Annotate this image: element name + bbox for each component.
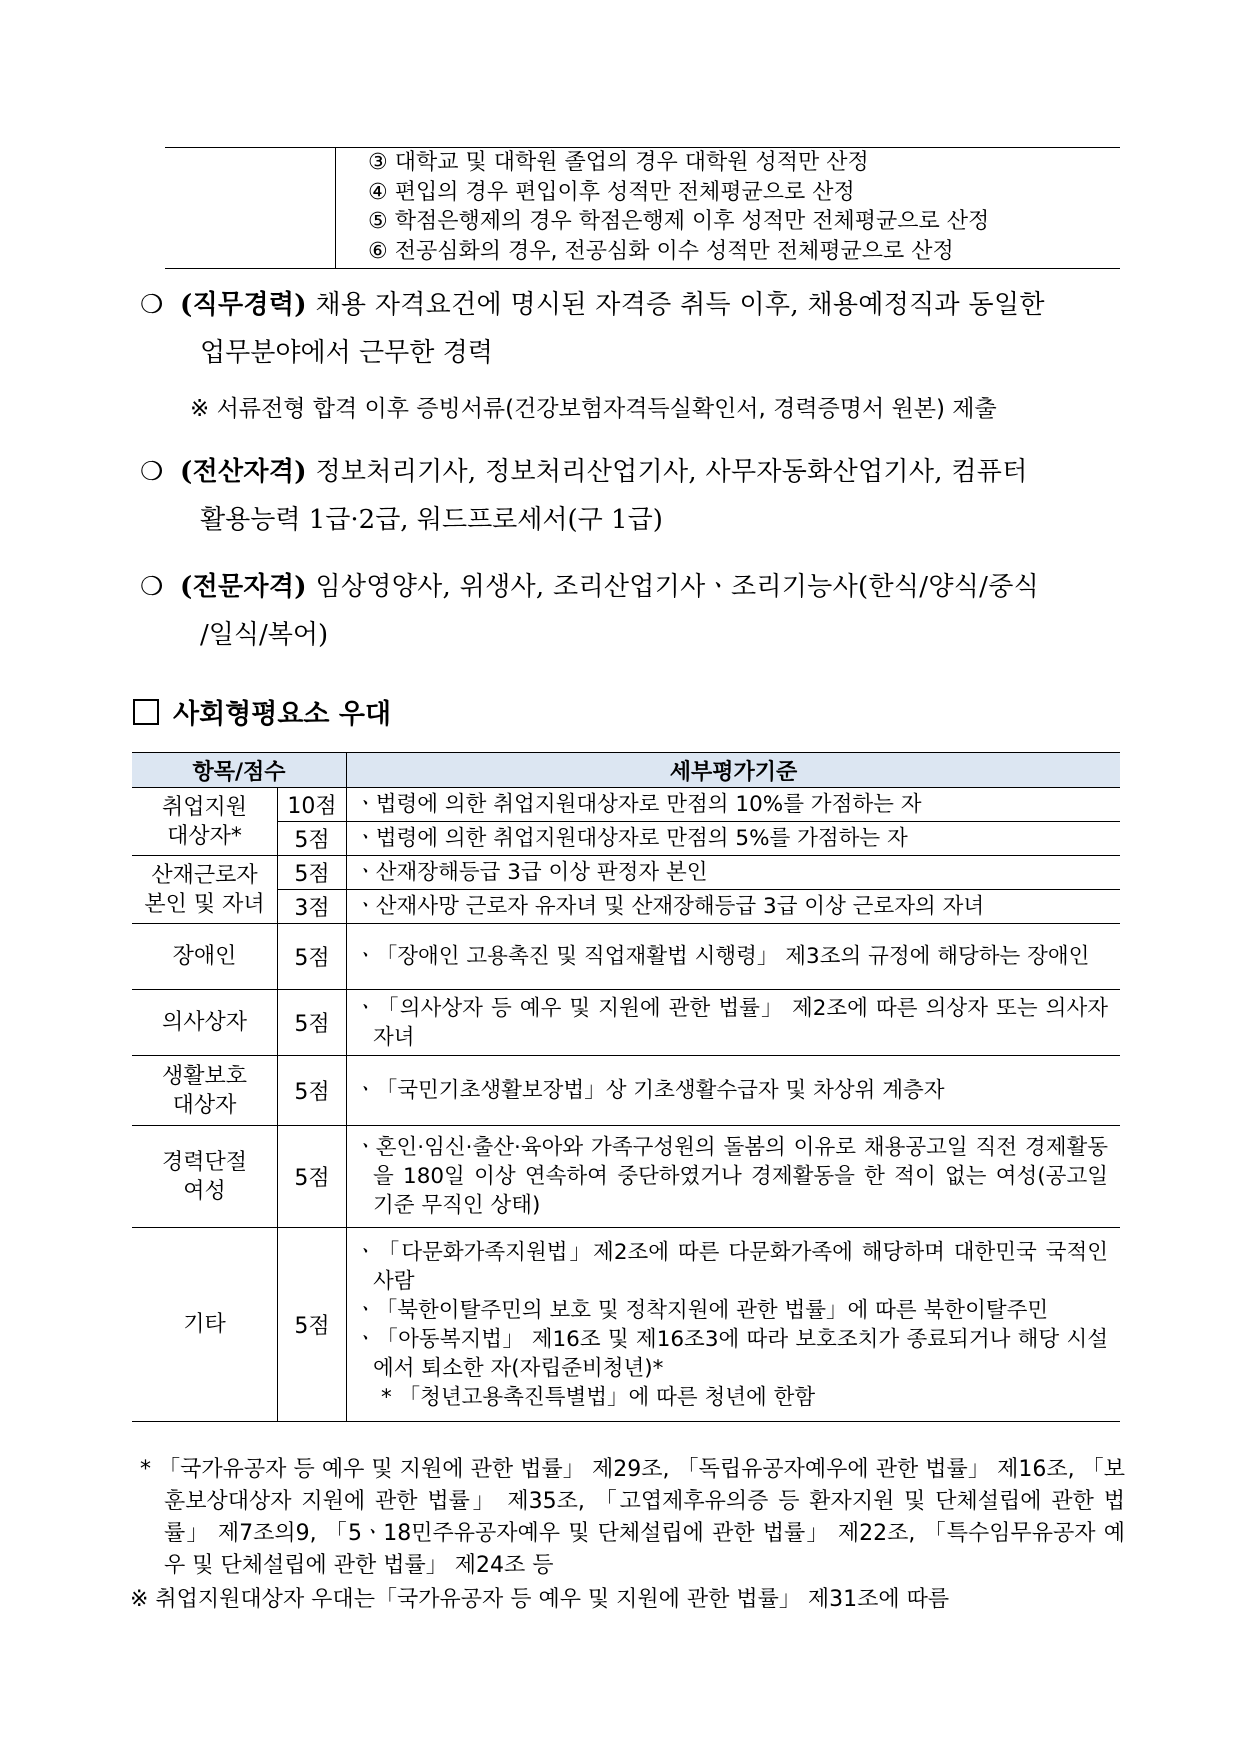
section-text-continued: 업무분야에서 근무한 경력 <box>200 338 493 368</box>
score-cell: 3점 <box>278 890 347 924</box>
score-cell: 5점 <box>278 1228 347 1422</box>
section-text: 채용 자격요건에 명시된 자격증 취득 이후, 채용예정직과 동일한 <box>306 290 1045 320</box>
section-computer-cert <box>140 455 1125 537</box>
social-equity-table <box>132 752 1120 1422</box>
table-row <box>132 822 1120 856</box>
criteria-cell: ㆍ「국민기초생활보장법」상 기초생활수급자 및 차상위 계층자 <box>347 1056 1121 1126</box>
score-cell: 5점 <box>278 1126 347 1228</box>
score-cell: 5점 <box>278 924 347 990</box>
footnote-note: ※ 취업지원대상자 우대는「국가유공자 등 예우 및 지원에 관한 법률」 제31조에 따름 <box>130 1587 950 1612</box>
score-cell: 5점 <box>278 1056 347 1126</box>
table-row <box>132 1126 1120 1228</box>
item-others: 기타 <box>132 1228 278 1422</box>
section-text: 임상영양사, 위생사, 조리산업기사ㆍ조리기능사(한식/양식/중식 <box>306 572 1040 602</box>
footnotes <box>130 1454 1125 1616</box>
criteria-cell <box>347 1228 1121 1422</box>
criteria-cell: ㆍ「의사상자 등 예우 및 지원에 관한 법률」 제2조에 따른 의상자 또는 의사자 자녀 <box>347 990 1121 1056</box>
criteria-cell: ㆍ「장애인 고용촉진 및 직업재활법 시행령」 제3조의 규정에 해당하는 장애인 <box>347 924 1121 990</box>
table-header-row <box>132 753 1120 788</box>
header-item-score: 항목/점수 <box>132 753 347 788</box>
table-row <box>132 856 1120 890</box>
career-evidence-note: ※ 서류전형 합격 이후 증빙서류(건강보험자격득실확인서, 경력증명서 원본) 제출 <box>190 396 997 422</box>
criteria-self-reliance-youth: ㆍ「아동복지법」 제16조 및 제16조3에 따라 보호조치가 종료되거나 해당 시설에서 퇴소한 자(자립준비청년)* <box>355 1326 1108 1381</box>
table-row <box>132 924 1120 990</box>
grade-rule-4: ④ 편입의 경우 편입이후 성적만 전체평균으로 산정 <box>368 179 855 205</box>
table-row <box>132 890 1120 924</box>
section-text-continued: 활용능력 1급·2급, 워드프로세서(구 1급) <box>200 505 663 535</box>
score-cell: 5점 <box>278 856 347 890</box>
section-heading <box>133 692 391 731</box>
criteria-youth-subnote: * 「청년고용촉진특별법」에 따른 청년에 한함 <box>381 1384 816 1410</box>
criteria-multicultural: ㆍ「다문화가족지원법」제2조에 따른 다문화가족에 해당하며 대한민국 국적인 사람 <box>355 1239 1108 1294</box>
criteria-cell: ㆍ산재사망 근로자 유자녀 및 산재장해등급 3급 이상 근로자의 자녀 <box>347 890 1121 924</box>
grade-rule-5: ⑤ 학점은행제의 경우 학점은행제 이후 성적만 전체평균으로 산정 <box>368 209 990 234</box>
item-livelihood-protection: 생활보호 대상자 <box>132 1056 278 1126</box>
score-cell: 5점 <box>278 822 347 856</box>
criteria-cell: ㆍ법령에 의한 취업지원대상자로 만점의 10%를 가점하는 자 <box>347 788 1121 822</box>
table-row <box>132 1056 1120 1126</box>
section-professional-cert <box>140 570 1125 652</box>
section-text: 정보처리기사, 정보처리산업기사, 사무자동화산업기사, 컴퓨터 <box>306 457 1028 487</box>
grade-rule-6: ⑥ 전공심화의 경우, 전공심화 이수 성적만 전체평균으로 산정 <box>336 237 1121 269</box>
item-industrial-accident: 산재근로자 본인 및 자녀 <box>132 856 278 924</box>
score-cell: 5점 <box>278 990 347 1056</box>
criteria-cell: ㆍ산재장해등급 3급 이상 판정자 본인 <box>347 856 1121 890</box>
empty-label-cell <box>165 148 336 178</box>
grade-rule-3: ③ 대학교 및 대학원 졸업의 경우 대학원 성적만 산정 <box>336 148 1121 178</box>
circle-bullet-icon: ❍ <box>140 457 164 487</box>
header-criteria: 세부평가기준 <box>347 753 1121 788</box>
item-righteous-casualty: 의사상자 <box>132 990 278 1056</box>
item-career-break-women: 경력단절 여성 <box>132 1126 278 1228</box>
section-tag: (전산자격) <box>180 457 307 487</box>
section-tag: (전문자격) <box>180 572 307 602</box>
table-row <box>132 990 1120 1056</box>
criteria-cell: ㆍ법령에 의한 취업지원대상자로 만점의 5%를 가점하는 자 <box>347 822 1121 856</box>
item-employment-support: 취업지원 대상자* <box>132 788 278 856</box>
square-bullet-icon <box>133 699 159 725</box>
criteria-cell: ㆍ혼인·임신·출산·육아와 가족구성원의 돌봄의 이유로 채용공고일 직전 경제활동을 180일 이상 연속하여 중단하였거나 경제활동을 한 적이 없는 여성(공고일 기준 무직인 상태) <box>347 1126 1121 1228</box>
score-cell: 10점 <box>278 788 347 822</box>
footnote-star: * 「국가유공자 등 예우 및 지원에 관한 법률」 제29조, 「독립유공자예우에 관한 법률」 제16조, 「보훈보상대상자 지원에 관한 법률」 제35조, 「고엽제후유의증 등 환자지원 및 단체설립에 관한 법률」 제7조의9, 「5ㆍ18민주유공자예우 및 단체설립에 관한 법률」 제22조, 「특수임무유공자 예우 및 단체설립에 관한 법률」 제24조 등 <box>140 1457 1125 1578</box>
item-disabled: 장애인 <box>132 924 278 990</box>
table-row <box>132 1228 1120 1422</box>
section-job-experience <box>140 288 1125 370</box>
grade-calc-table-continued <box>165 147 1120 269</box>
section-tag: (직무경력) <box>180 290 307 320</box>
circle-bullet-icon: ❍ <box>140 290 164 320</box>
circle-bullet-icon: ❍ <box>140 572 164 602</box>
criteria-north-korean-defector: ㆍ「북한이탈주민의 보호 및 정착지원에 관한 법률」에 따른 북한이탈주민 <box>355 1297 1049 1323</box>
heading-text: 사회형평요소 우대 <box>173 699 392 730</box>
table-row <box>132 788 1120 822</box>
section-text-continued: /일식/복어) <box>200 620 329 650</box>
